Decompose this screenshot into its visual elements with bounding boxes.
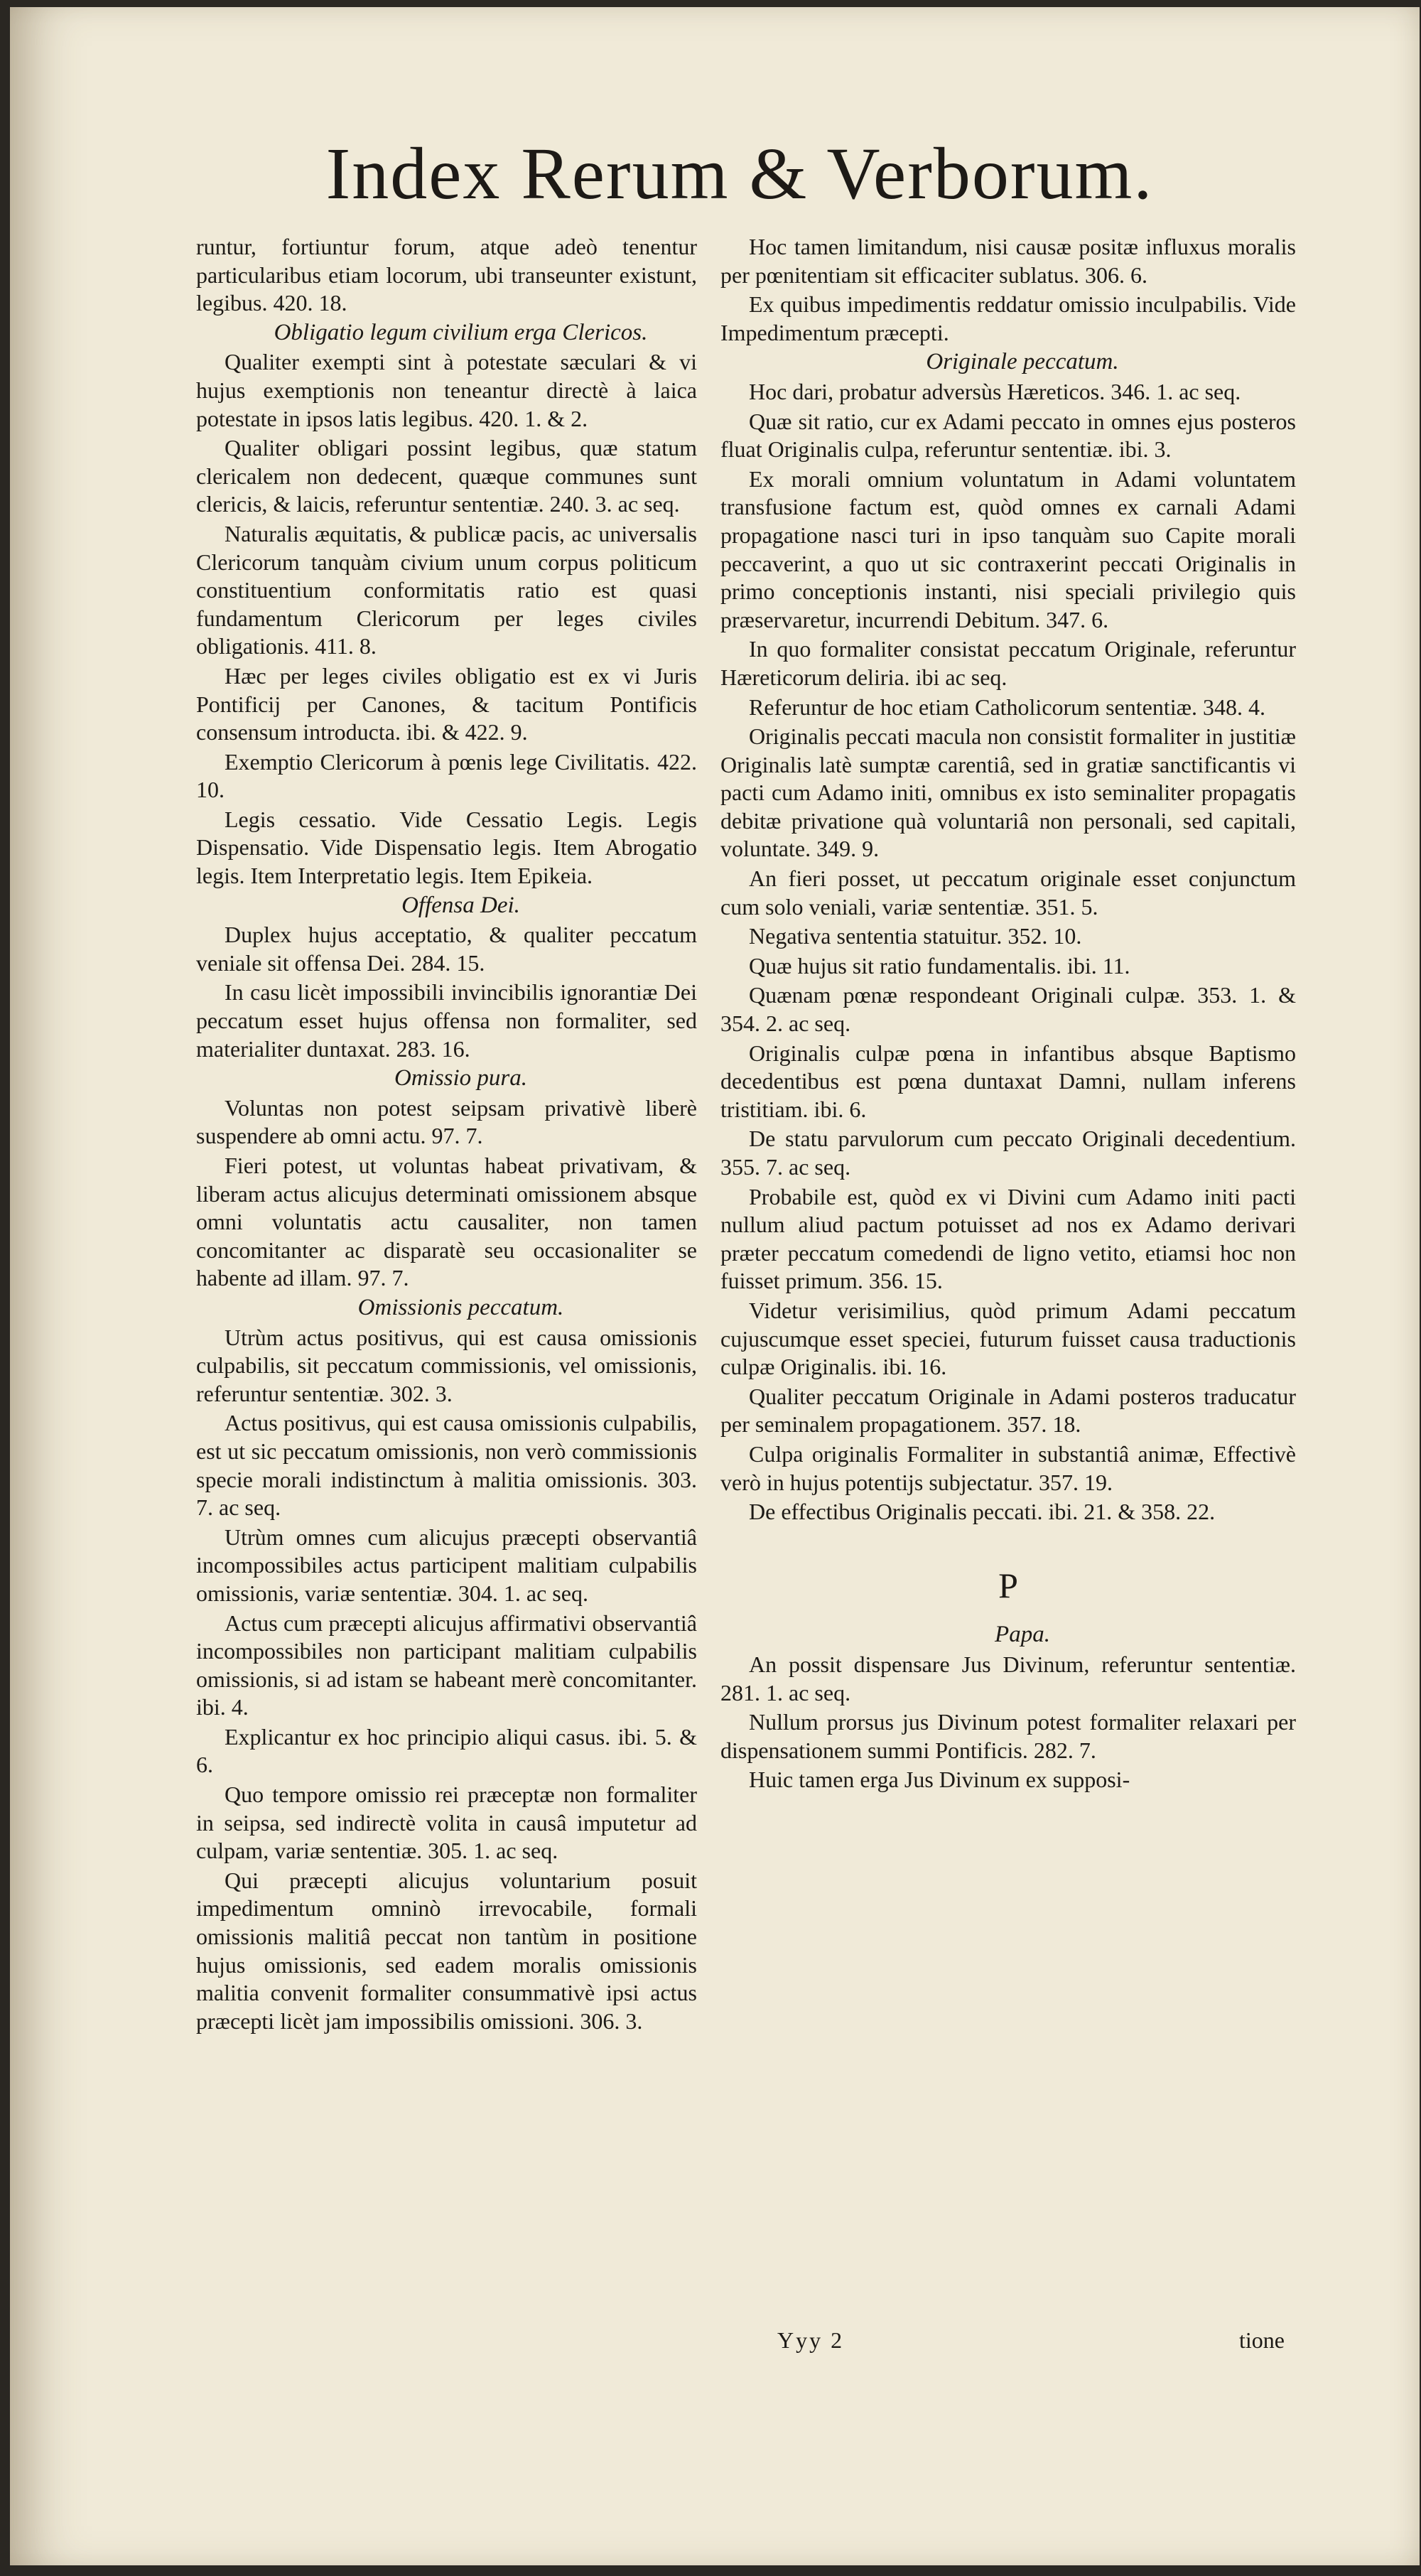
right-column (720, 233, 1296, 1796)
index-entry: Exemptio Clericorum à pœnis lege Civilitatis. 422. 10. (196, 748, 697, 803)
index-entry: Qualiter obligari possint legibus, quæ statum clericalem non dedecent, quæque communes sunt clericis, & laicis, referuntur sententiæ. 240. 3. ac seq. (196, 435, 697, 517)
index-entry: Actus cum præcepti alicujus affirmativi observantiâ incompossibiles non participant malitiam culpabilis omissionis, si ad istam se habeant merè concomitanter. ibi. 4. (196, 1610, 697, 1720)
index-entry: Negativa sententia statuitur. 352. 10. (749, 923, 1082, 949)
section-heading: Omissio pura. (394, 1065, 528, 1092)
index-entry: Quæ sit ratio, cur ex Adami peccato in omnes ejus posteros fluat Originalis culpa, referuntur sententiæ. ibi. 3. (720, 408, 1296, 463)
index-entry: Quænam pœnæ respondeant Originali culpæ. 353. 1. & 354. 2. ac seq. (720, 982, 1296, 1037)
catchword: tione (1239, 2327, 1285, 2353)
index-entry: In quo formaliter consistat peccatum Originale, referuntur Hæreticorum deliria. ibi ac seq. (720, 636, 1296, 690)
index-entry: Quæ hujus sit ratio fundamentalis. ibi. 11. (749, 952, 1130, 979)
index-entry: runtur, fortiuntur forum, atque adeò tenentur particularibus etiam locorum, ubi transeunter existunt, legibus. 420. 18. (196, 234, 697, 316)
index-entry: De statu parvulorum cum peccato Originali decedentium. 355. 7. ac seq. (720, 1126, 1296, 1180)
page-title: Index Rerum & Verborum. (325, 133, 1154, 215)
left-column (196, 233, 697, 2037)
index-entry: Culpa originalis Formaliter in substantiâ animæ, Effectivè verò in hujus potentijs subjectatur. 357. 19. (720, 1440, 1296, 1495)
index-entry: Probabile est, quòd ex vi Divini cum Adamo initi pacti nullum aliud pactum potuisset ad nos ex Adamo derivari præter peccatum comedendi de ligno vetito, etiamsi hoc non fuisset primum. 356. 15. (720, 1183, 1296, 1294)
index-entry: Hæc per leges civiles obligatio est ex vi Juris Pontificij per Canones, & tacitum Pontificis consensum introducta. ibi. & 422. 9. (196, 662, 697, 745)
book-page (10, 7, 1420, 2565)
index-entry: Ex morali omnium voluntatum in Adami voluntatem transfusione factum est, quòd omnes ex carnali Adami propagatione nasci turi in ipso tanquàm suo Capite morali peccaverint, a quo ut sic contraxerint peccati Originalis in primo conceptionis instanti, nisi speciali privilegio quis præservaretur, incurrendi Debitum. 347. 6. (720, 465, 1296, 632)
index-entry: Quo tempore omissio rei præceptæ non formaliter in seipsa, sed indirectè volita in causâ imputetur ad culpam, variæ sententiæ. 305. 1. ac seq. (196, 1782, 697, 1864)
index-entry: Explicantur ex hoc principio aliqui casus. ibi. 5. & 6. (196, 1723, 697, 1778)
index-entry: Nullum prorsus jus Divinum potest formaliter relaxari per dispensationem summi Pontificis. 282. 7. (720, 1709, 1296, 1763)
index-entry: Videtur verisimilius, quòd primum Adami peccatum cujuscumque esset speciei, futurum fuisset causa traductionis culpæ Originalis. ibi. 16. (720, 1297, 1296, 1380)
section-letter: P (998, 1565, 1018, 1605)
section-heading: Omissionis peccatum. (357, 1294, 564, 1320)
index-entry: Qualiter peccatum Originale in Adami posteros traducatur per seminalem propagationem. 357. 18. (720, 1383, 1296, 1438)
signature-mark: Yyy 2 (777, 2327, 845, 2353)
section-heading: Originale peccatum. (926, 349, 1119, 375)
index-entry: Fieri potest, ut voluntas habeat privativam, & liberam actus alicujus determinati omissionem absque omni voluntatis actu causaliter, non tamen concomitanter ac disparatè seu occasionaliter se habente ad illam. 97. 7. (196, 1153, 697, 1291)
index-entry: Qui præcepti alicujus voluntarium posuit impedimentum omninò irrevocabile, formali omissionis malitiâ peccat non tantùm in positione hujus omissionis, sed eadem moralis omissionis malitia convenit formaliter consummativè ipsi actus præcepti licèt jam impossibilis omissioni. 306. 3. (196, 1867, 697, 2034)
index-entry: De effectibus Originalis peccati. ibi. 21. & 358. 22. (749, 1499, 1216, 1525)
index-entry: Qualiter exempti sint à potestate sæculari & vi hujus exemptionis non teneantur directè à laica potestate in ipsos latis legibus. 420. 1. & 2. (196, 349, 697, 431)
index-entry: Hoc tamen limitandum, nisi causæ positæ influxus moralis per pœnitentiam sit efficaciter sublatus. 306. 6. (720, 234, 1296, 288)
index-entry: In casu licèt impossibili invincibilis ignorantiæ Dei peccatum esset hujus offensa non formaliter, sed materialiter duntaxat. 283. 16. (196, 979, 697, 1062)
index-entry: Voluntas non potest seipsam privativè liberè suspendere ab omni actu. 97. 7. (196, 1094, 697, 1149)
index-entry: Naturalis æquitatis, & publicæ pacis, ac universalis Clericorum tanquàm civium unum corpus politicum constituentium conformitatis ratio est quasi fundamentum Clericorum per leges civiles obligationis. 411. 8. (196, 520, 697, 659)
section-heading: Offensa Dei. (401, 892, 520, 918)
index-entry: Duplex hujus acceptatio, & qualiter peccatum veniale sit offensa Dei. 284. 15. (196, 922, 697, 976)
section-heading: Obligatio legum civilium erga Clericos. (274, 319, 648, 345)
index-entry: Originalis culpæ pœna in infantibus absque Baptismo decedentibus est pœna duntaxat Damni, nullam inferens tristitiam. ibi. 6. (720, 1040, 1296, 1122)
index-entry: An possit dispensare Jus Divinum, referuntur sententiæ. 281. 1. ac seq. (720, 1651, 1296, 1705)
index-entry: Actus positivus, qui est causa omissionis culpabilis, est ut sic peccatum omissionis, non verò commissionis specie morali indistinctum à malitia omissionis. 303. 7. ac seq. (196, 1410, 697, 1521)
index-entry: Utrùm omnes cum alicujus præcepti observantiâ incompossibiles actus participent malitiam culpabilis omissionis, variæ sententiæ. 304. 1. ac seq. (196, 1524, 697, 1606)
index-entry: Utrùm actus positivus, qui est causa omissionis culpabilis, sit peccatum commissionis, vel omissionis, referuntur sententiæ. 302. 3. (196, 1324, 697, 1406)
index-entry: Referuntur de hoc etiam Catholicorum sententiæ. 348. 4. (749, 694, 1265, 720)
index-entry: Huic tamen erga Jus Divinum ex supposi- (749, 1767, 1130, 1793)
index-entry: Legis cessatio. Vide Cessatio Legis. Legis Dispensatio. Vide Dispensatio legis. Item Abrogatio legis. Item Interpretatio legis. Item Epikeia. (196, 806, 697, 889)
index-entry: An fieri posset, ut peccatum originale esset conjunctum cum solo veniali, variæ sententiæ. 351. 5. (720, 866, 1296, 920)
index-entry: Ex quibus impedimentis reddatur omissio inculpabilis. Vide Impedimentum præcepti. (720, 291, 1296, 345)
index-entry: Hoc dari, probatur adversùs Hæreticos. 346. 1. ac seq. (749, 378, 1241, 404)
index-entry: Originalis peccati macula non consistit formaliter in justitiæ Originalis latè sumptæ carentiâ, sed in gratiæ sanctificantis vi pacti cum Adamo initi, omnibus ex isto seminaliter propagatis debitæ privatione quà voluntariâ non personali, sed capitali, voluntate. 349. 9. (720, 723, 1296, 862)
section-heading: Papa. (995, 1622, 1050, 1648)
